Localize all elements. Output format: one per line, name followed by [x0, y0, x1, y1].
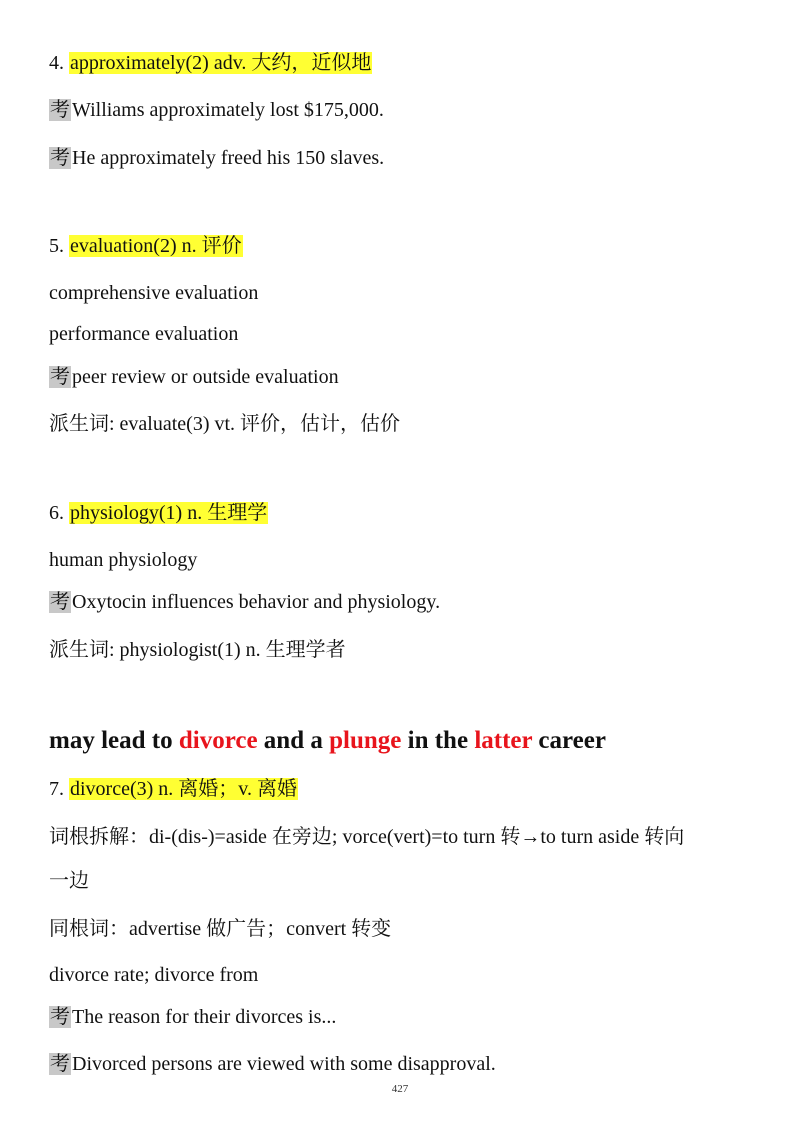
headword-highlight: physiology(1) n. 生理学	[70, 502, 268, 524]
headline-part: in the	[401, 727, 475, 754]
exam-tag: 考	[50, 1006, 70, 1028]
exam-tag: 考	[50, 99, 70, 121]
phrase: divorce rate; divorce from	[49, 964, 259, 986]
exam-tag: 考	[50, 147, 70, 169]
headword-highlight: evaluation(2) n. 评价	[70, 235, 242, 257]
exam-example	[49, 97, 384, 123]
entry-number: 7.	[49, 778, 64, 800]
exam-example	[49, 364, 339, 390]
example-text: Williams approximately lost $175,000.	[72, 99, 384, 121]
exam-example	[49, 1004, 336, 1030]
root-breakdown: 词根拆解：di-(dis-)=aside 在旁边; vorce(vert)=to turn 转→to turn aside 转向	[49, 826, 685, 848]
exam-example	[49, 145, 384, 171]
entry-6-heading	[49, 500, 268, 526]
derived-word: 派生词: physiologist(1) n. 生理学者	[49, 639, 346, 661]
headline-part: and a	[257, 727, 330, 754]
phrase: performance evaluation	[49, 323, 239, 345]
phrase: comprehensive evaluation	[49, 282, 259, 304]
exam-tag: 考	[50, 366, 70, 388]
exam-tag: 考	[50, 591, 70, 613]
entry-number: 6.	[49, 502, 64, 524]
entry-number: 5.	[49, 235, 64, 257]
example-text: The reason for their divorces is...	[72, 1006, 337, 1028]
headword-highlight: approximately(2) adv. 大约，近似地	[70, 52, 372, 74]
headline-keyword-latter: latter	[474, 727, 533, 754]
headline-part: may lead to	[49, 727, 179, 754]
root-breakdown-continued: 一边	[49, 870, 89, 892]
page-number: 427	[391, 1083, 409, 1095]
exam-example	[49, 1051, 496, 1077]
example-text: He approximately freed his 150 slaves.	[72, 147, 385, 169]
cognates: 同根词：advertise 做广告；convert 转变	[49, 918, 392, 940]
entry-5-heading	[49, 233, 243, 259]
entry-7-heading	[49, 776, 298, 802]
exam-example	[49, 589, 440, 615]
sentence-headline	[49, 725, 606, 757]
entry-4-heading	[49, 50, 372, 76]
headline-part: career	[532, 727, 606, 754]
entry-number: 4.	[49, 52, 64, 74]
headword-highlight: divorce(3) n. 离婚；v. 离婚	[70, 778, 297, 800]
example-text: Oxytocin influences behavior and physiology.	[72, 591, 441, 613]
phrase: human physiology	[49, 549, 198, 571]
derived-word: 派生词: evaluate(3) vt. 评价，估计，估价	[49, 413, 401, 435]
exam-tag: 考	[50, 1053, 70, 1075]
headline-keyword-plunge: plunge	[329, 727, 402, 754]
example-text: Divorced persons are viewed with some disapproval.	[72, 1053, 496, 1075]
example-text: peer review or outside evaluation	[72, 366, 339, 388]
headline-keyword-divorce: divorce	[178, 727, 258, 754]
